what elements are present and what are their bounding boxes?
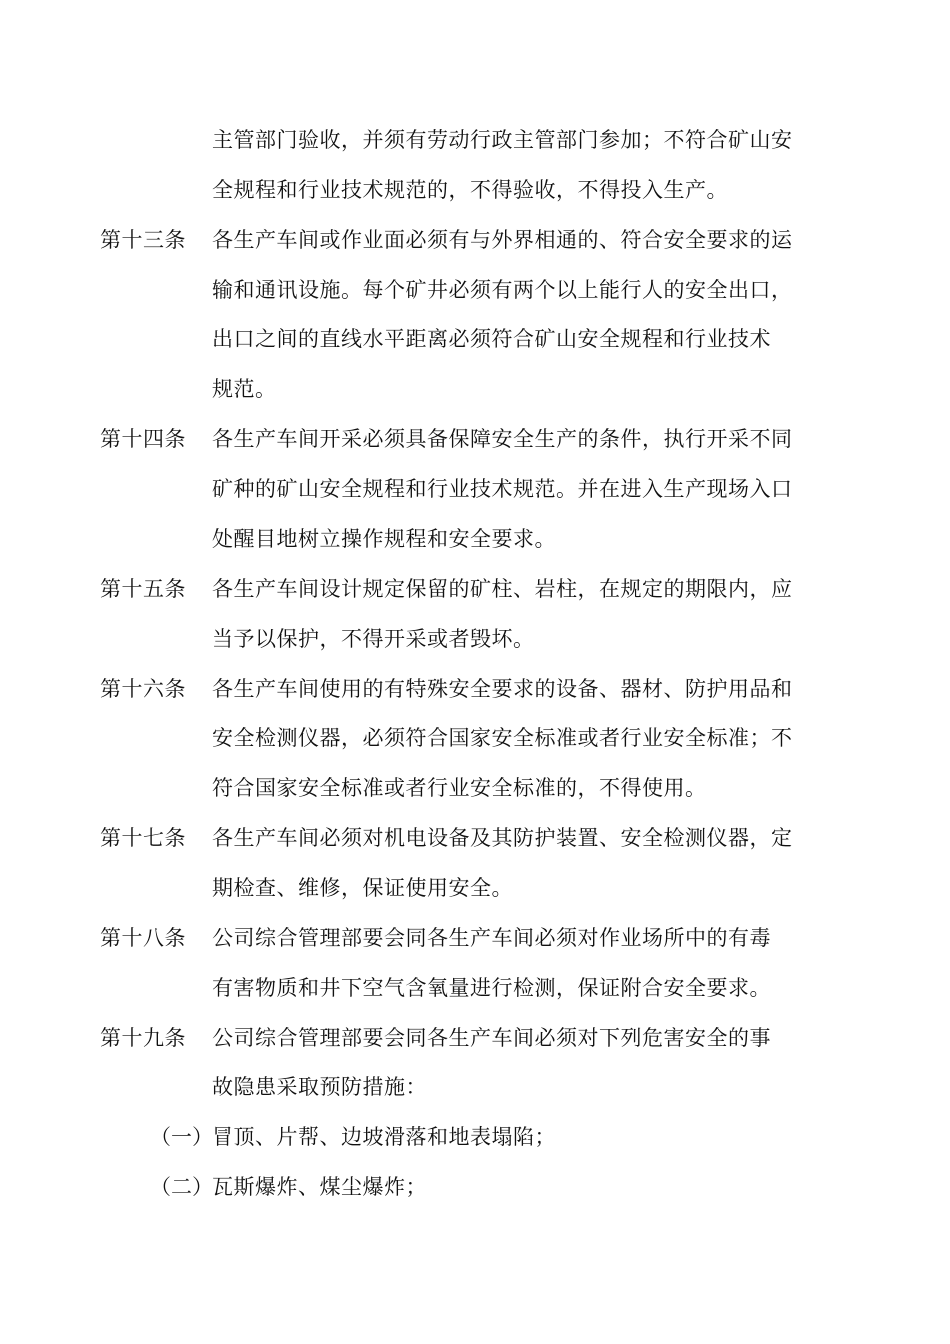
text-line: 公司综合管理部要会同各生产车间必须对作业场所中的有毒 [212,926,771,950]
article-label: 第十五条 [100,577,186,601]
article-label: 第十四条 [100,427,186,451]
text-line: 安全检测仪器，必须符合国家安全标准或者行业安全标准；不 [212,726,793,750]
text-line: 故隐患采取预防措施： [212,1075,427,1099]
text-line: 规范。 [212,377,277,401]
text-line: 输和通讯设施。每个矿井必须有两个以上能行人的安全出口， [212,278,793,302]
text-line: 出口之间的直线水平距离必须符合矿山安全规程和行业技术 [212,327,771,351]
article-label: 第十三条 [100,228,186,252]
text-line: 符合国家安全标准或者行业安全标准的，不得使用。 [212,776,707,800]
article-label: 第十八条 [100,926,186,950]
text-line: 各生产车间或作业面必须有与外界相通的、符合安全要求的运 [212,228,793,252]
text-line: 各生产车间使用的有特殊安全要求的设备、器材、防护用品和 [212,677,793,701]
item-number: （二） [150,1175,213,1199]
text-line: 有害物质和井下空气含氧量进行检测，保证附合安全要求。 [212,976,771,1000]
item-text: 瓦斯爆炸、煤尘爆炸； [212,1175,427,1199]
text-line: 全规程和行业技术规范的，不得验收，不得投入生产。 [212,178,728,202]
article-label: 第十九条 [100,1026,186,1050]
text-line: 各生产车间必须对机电设备及其防护装置、安全检测仪器，定 [212,826,793,850]
item-text: 冒顶、片帮、边坡滑落和地表塌陷； [212,1125,556,1149]
text-line: 期检查、维修，保证使用安全。 [212,876,513,900]
text-line: 各生产车间设计规定保留的矿柱、岩柱，在规定的期限内，应 [212,577,793,601]
text-line: 处醒目地树立操作规程和安全要求。 [212,527,556,551]
text-line: 当予以保护，不得开采或者毁坏。 [212,627,535,651]
text-line: 公司综合管理部要会同各生产车间必须对下列危害安全的事 [212,1026,771,1050]
text-line: 主管部门验收，并须有劳动行政主管部门参加；不符合矿山安 [212,128,793,152]
article-label: 第十六条 [100,677,186,701]
item-number: （一） [150,1125,213,1149]
article-label: 第十七条 [100,826,186,850]
text-line: 矿种的矿山安全规程和行业技术规范。并在进入生产现场入口 [212,477,793,501]
text-line: 各生产车间开采必须具备保障安全生产的条件，执行开采不同 [212,427,793,451]
